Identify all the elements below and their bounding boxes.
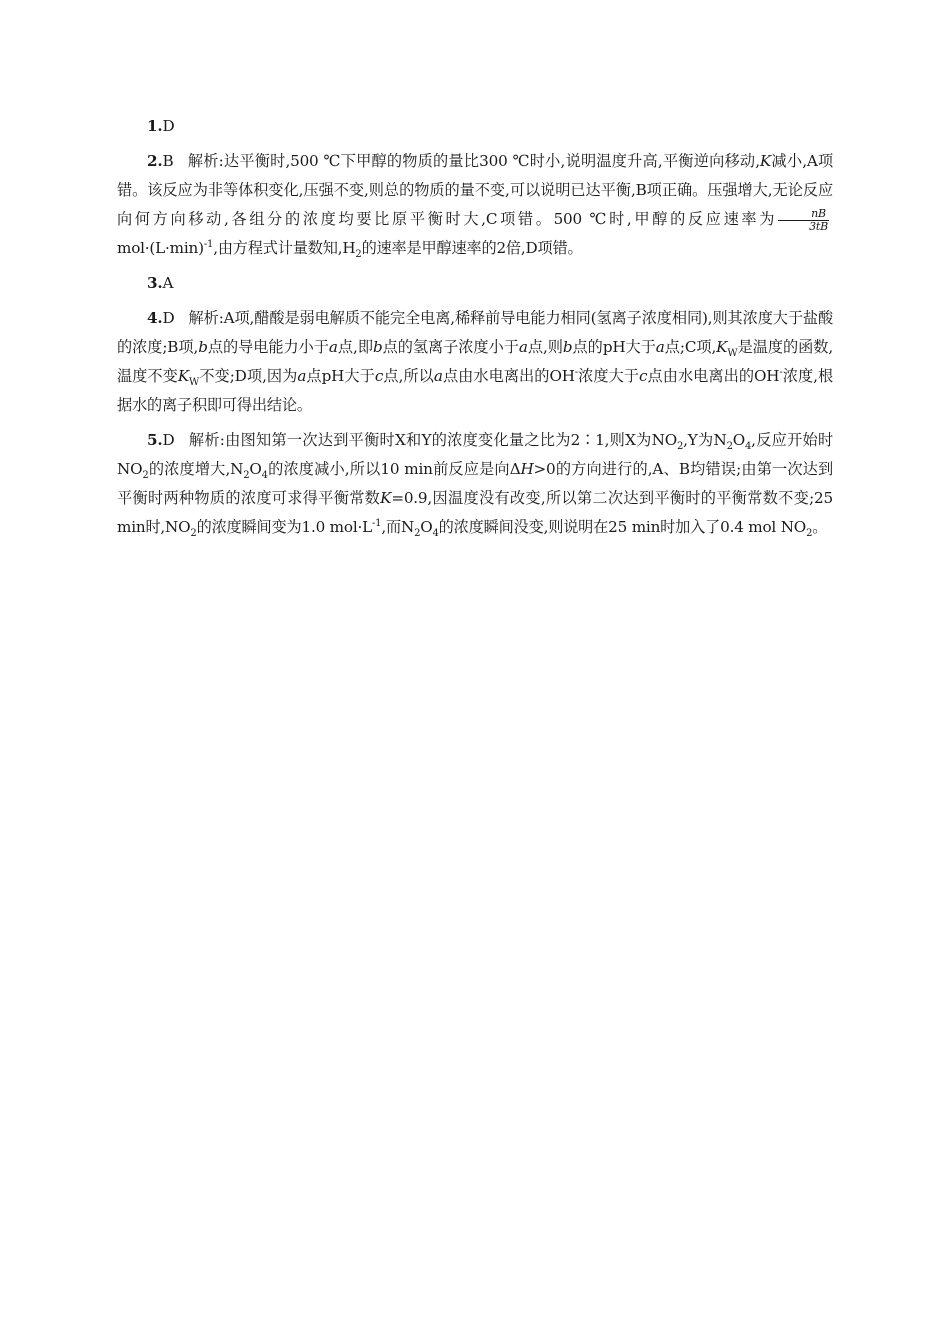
analysis-text: mol·(L·min) <box>117 239 204 257</box>
subscript: 2 <box>726 441 733 453</box>
analysis-label: 解析: <box>188 431 225 449</box>
analysis-text: 点的pH大于 <box>572 338 656 356</box>
answer-3 <box>117 269 833 298</box>
answer-4 <box>117 304 833 420</box>
point-label: b <box>562 338 573 356</box>
point-label: b <box>372 338 383 356</box>
analysis-text: O <box>249 460 262 478</box>
analysis-text: 由图知第一次达到平衡时X和Y的浓度变化量之比为2∶1,则X为NO <box>224 431 677 449</box>
analysis-text: 的浓度瞬间变为1.0 mol·L <box>196 518 372 536</box>
analysis-text: 减小,A项错。该反应为非等体积变化,压强不变,则总的物质的量不变,可以说明已达平衡,B项正确。压强增大,无论反应向何方向移动,各组分的浓度均要比原平衡时大,C项错。500 ℃时,甲醇的反应速率为 <box>117 152 833 228</box>
analysis-text: 是温度的函数,温度不变 <box>117 338 833 385</box>
analysis-text: 的浓度瞬间没变,则说明在25 min时加入了0.4 mol NO <box>438 518 807 536</box>
analysis-text: ,反应开始时NO <box>117 431 833 478</box>
answer-key: B <box>162 152 174 170</box>
analysis-text: ,而N <box>381 518 415 536</box>
analysis-text: 不变;D项,因为 <box>199 367 298 385</box>
analysis-text: O <box>732 431 745 449</box>
analysis-text: 达平衡时,500 ℃下甲醇的物质的量比300 ℃时小,说明温度升高,平衡逆向移动, <box>223 152 760 170</box>
point-label: a <box>328 338 338 356</box>
point-label: b <box>198 338 208 356</box>
analysis-text: 。 <box>812 518 828 536</box>
analysis-text: 浓度大于 <box>577 367 640 385</box>
subscript: 2 <box>676 441 684 453</box>
answer-number: 3. <box>147 274 163 292</box>
equilibrium-constant-symbol: K <box>759 152 772 170</box>
analysis-text: 点的氢离子浓度小于 <box>382 338 519 356</box>
point-label: a <box>518 338 528 356</box>
subscript: 4 <box>432 528 439 540</box>
answer-number: 1. <box>147 117 163 135</box>
analysis-text: 点,则 <box>527 338 563 356</box>
analysis-text: 点由水电离出的OH <box>442 367 575 385</box>
analysis-text: 点的导电能力小于 <box>207 338 329 356</box>
rate-fraction <box>778 208 829 233</box>
kw-symbol: K <box>177 367 189 385</box>
analysis-text: 点由水电离出的OH <box>647 367 780 385</box>
answer-5 <box>117 426 833 542</box>
answer-number: 2. <box>147 152 163 170</box>
subscript: 2 <box>190 528 197 540</box>
subscript: W <box>727 348 738 360</box>
analysis-text: =0.9,因温度没有改变,所以第二次达到平衡时的平衡常数不变;25 min时,NO <box>117 489 833 536</box>
subscript: 4 <box>745 441 752 453</box>
subscript: 2 <box>414 528 421 540</box>
answer-key: D <box>162 117 175 135</box>
subscript: 4 <box>261 470 268 482</box>
analysis-text: ,Y为N <box>683 431 727 449</box>
analysis-text: 点pH大于 <box>306 367 375 385</box>
analysis-text: O <box>420 518 433 536</box>
point-label: a <box>297 367 307 385</box>
analysis-label: 解析: <box>187 152 224 170</box>
superscript: -1 <box>372 517 382 529</box>
subscript: 2 <box>806 528 813 540</box>
analysis-text: 点;C项, <box>664 338 717 356</box>
subscript: 2 <box>243 470 250 482</box>
point-label: a <box>655 338 665 356</box>
analysis-text: >0的方向进行的,A、B均错误;由第一次达到平衡时两种物质的浓度可求得平衡常数 <box>117 460 833 507</box>
analysis-text: 的浓度增大,N <box>148 460 244 478</box>
analysis-text: A项,醋酸是弱电解质不能完全电离,稀释前导电能力相同(氢离子浓度相同),则其浓度大于盐酸的浓度;B项, <box>117 309 833 356</box>
analysis-text: 点,即 <box>337 338 373 356</box>
subscript: W <box>189 377 200 389</box>
superscript: - <box>779 366 783 378</box>
answer-key: A <box>162 274 174 292</box>
answer-key: D <box>162 431 175 449</box>
fraction-numerator: nB <box>778 208 829 221</box>
point-label: c <box>639 367 648 385</box>
analysis-label: 解析: <box>188 309 224 327</box>
subscript: 2 <box>355 249 362 261</box>
answer-1 <box>117 112 833 141</box>
superscript: - <box>574 366 578 378</box>
point-label: a <box>433 367 443 385</box>
analysis-text: ,由方程式计量数知,H <box>213 239 356 257</box>
analysis-text: 的速率是甲醇速率的2倍,D项错。 <box>361 239 583 257</box>
kw-symbol: K <box>716 338 728 356</box>
answer-2 <box>117 147 833 263</box>
superscript: -1 <box>203 238 214 250</box>
answer-number: 4. <box>147 309 163 327</box>
answer-page <box>117 112 833 542</box>
analysis-text: 浓度,根据水的离子积即可得出结论。 <box>117 367 833 414</box>
enthalpy-symbol: H <box>520 460 534 478</box>
analysis-text: 点,所以 <box>383 367 434 385</box>
subscript: 2 <box>142 470 149 482</box>
answer-number: 5. <box>147 431 163 449</box>
answer-key: D <box>162 309 175 327</box>
analysis-text: 的浓度减小,所以10 min前反应是向Δ <box>267 460 521 478</box>
fraction-denominator: 3tB <box>809 219 828 233</box>
point-label: c <box>374 367 384 385</box>
equilibrium-constant-symbol: K <box>380 489 392 507</box>
